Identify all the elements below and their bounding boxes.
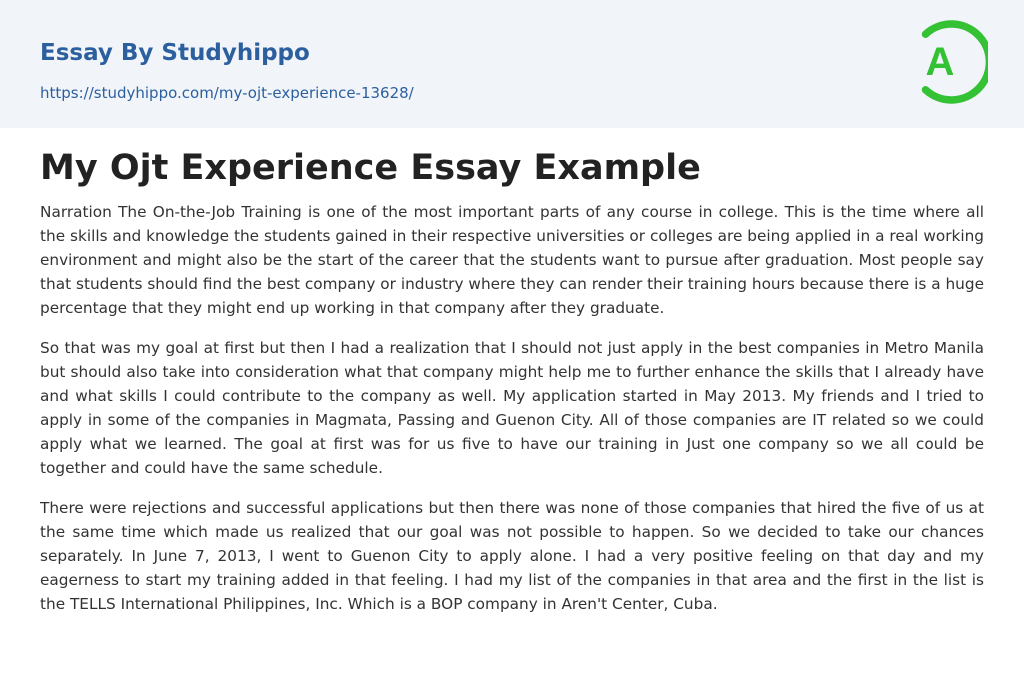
- source-url-link[interactable]: https://studyhippo.com/my-ojt-experience-13628/: [40, 84, 414, 102]
- essay-paragraph-2: So that was my goal at first but then I had a realization that I should not just apply in the best companies in Metro Manila but should also take into consideration what that company might help me to further enhance the skills that I already have and what skills I could contribute to the company as well. My application started in May 2013. My friends and I tried to apply in some of the companies in Magmata, Passing and Guenon City. All of those companies are IT related so we could apply what we learned. The goal at first was for us five to have our training in Just one company so we all could be together and could have the same schedule.: [40, 339, 984, 477]
- essay-paragraph-1: Narration The On-the-Job Training is one of the most important parts of any course in college. This is the time where all the skills and knowledge the students gained in their respective universities or colleges are being applied in a real working environment and might also be the start of the career that the students want to pursue after graduation. Most people say that students should find the best company or industry where they can render their training hours because there is a huge percentage that they might end up working in that company after they graduate.: [40, 203, 984, 317]
- brand-title[interactable]: Essay By Studyhippo: [40, 40, 310, 66]
- site-header: [0, 0, 1024, 128]
- essay-paragraph-3: There were rejections and successful applications but then there was none of those companies that hired the five of us at the same time which made us realized that our goal was not possible to happen. So we decided to take our chances separately. In June 7, 2013, I went to Guenon City to apply alone. I had a very positive feeling on that day and my eagerness to start my training added in that feeling. I had my list of the companies in that area and the first in the list is the TELLS International Philippines, Inc. Which is a BOP company in Aren't Center, Cuba.: [40, 499, 984, 613]
- logo-letter: A: [925, 40, 955, 84]
- essay-body: [40, 200, 984, 632]
- studyhippo-a-logo-icon[interactable]: [908, 18, 988, 106]
- essay-title: My Ojt Experience Essay Example: [40, 148, 701, 188]
